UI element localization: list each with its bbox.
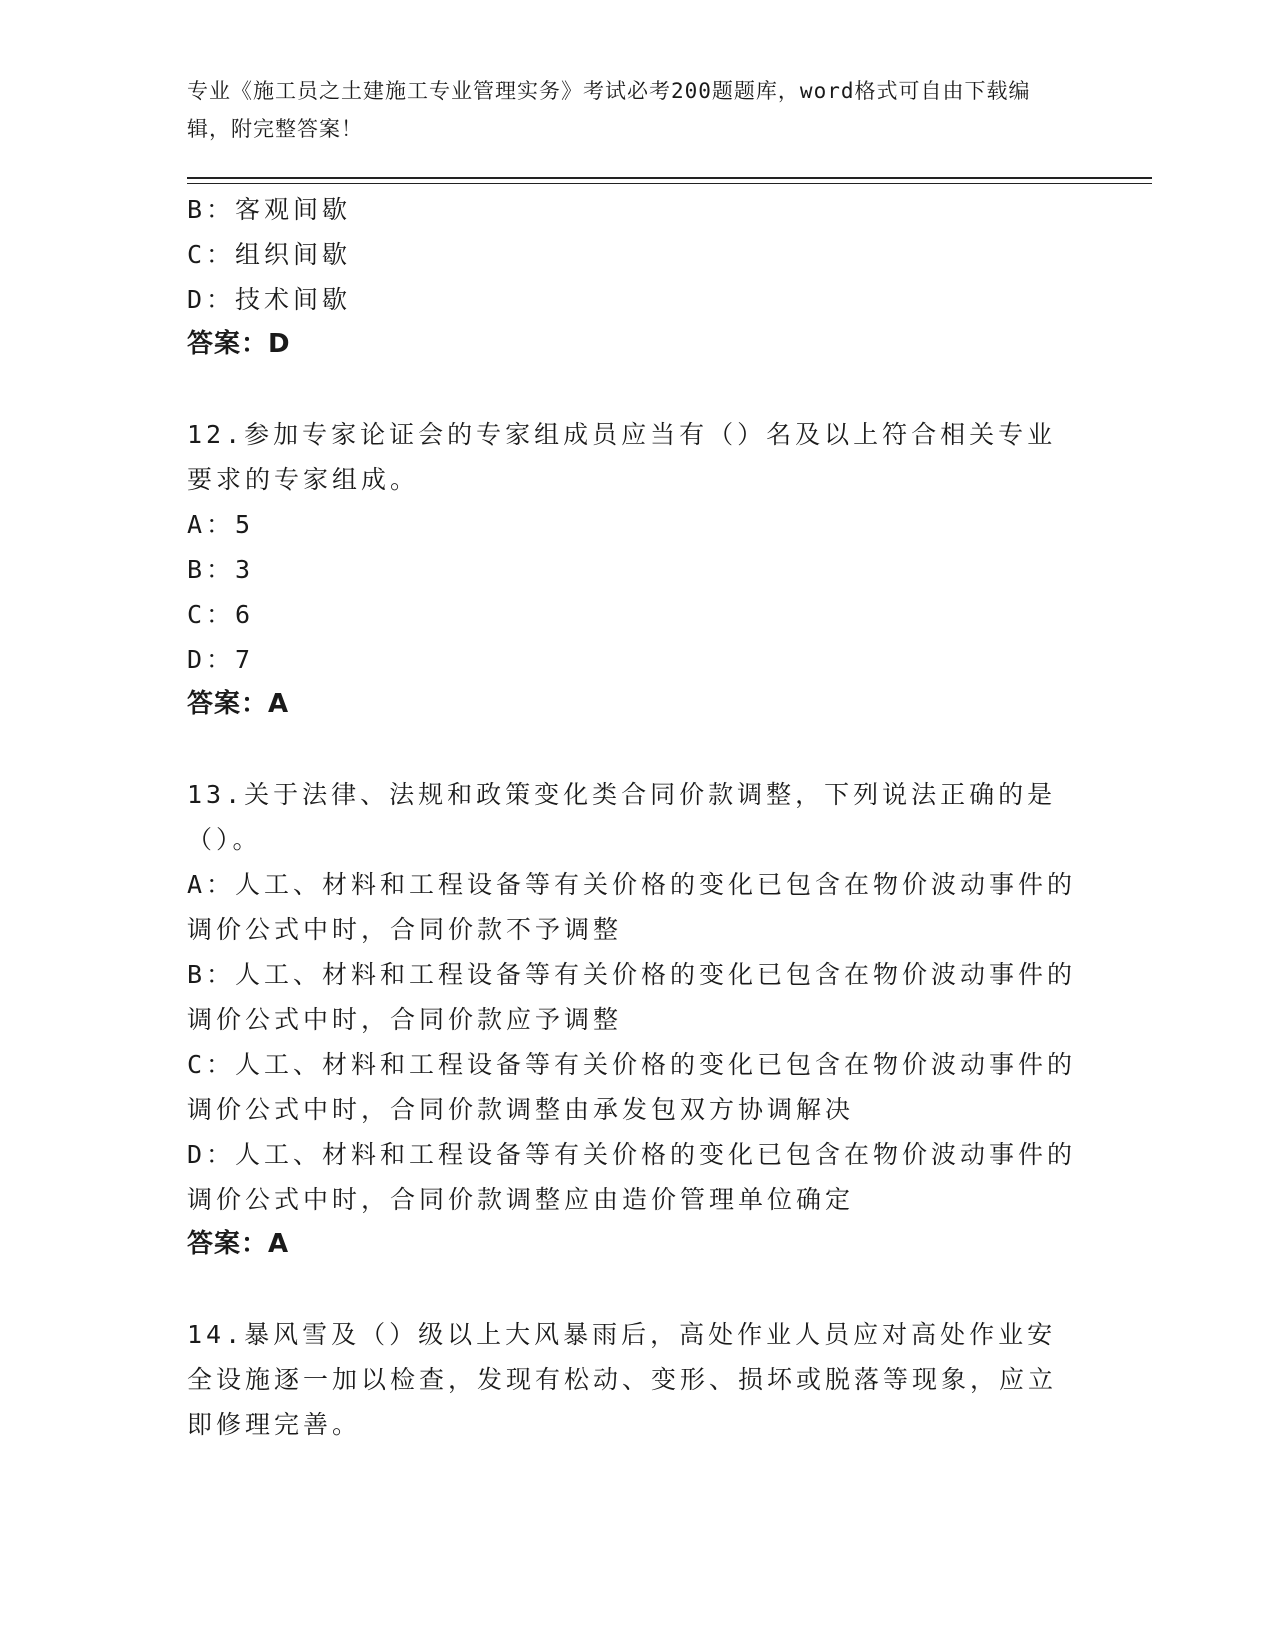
option-c: C：6 xyxy=(187,600,255,629)
question-14 xyxy=(187,1312,1077,1447)
option-a: A：5 xyxy=(187,510,255,539)
question-stem: 13.关于法律、法规和政策变化类合同价款调整，下列说法正确的是（）。 xyxy=(187,780,1057,854)
option-d: D：7 xyxy=(187,645,255,674)
option-c: C：组织间歇 xyxy=(187,240,352,269)
question-stem: 12.参加专家论证会的专家组成员应当有（）名及以上符合相关专业要求的专家组成。 xyxy=(187,420,1057,494)
option-d: D：人工、材料和工程设备等有关价格的变化已包含在物价波动事件的调价公式中时，合同价款调整应由造价管理单位确定 xyxy=(187,1140,1077,1214)
header-title: 专业《施工员之土建施工专业管理实务》考试必考200题题库，word格式可自由下载编辑，附完整答案！ xyxy=(187,79,1031,141)
page-header xyxy=(187,72,1067,148)
option-a: A：人工、材料和工程设备等有关价格的变化已包含在物价波动事件的调价公式中时，合同价款不予调整 xyxy=(187,870,1077,944)
option-c: C：人工、材料和工程设备等有关价格的变化已包含在物价波动事件的调价公式中时，合同价款调整由承发包双方协调解决 xyxy=(187,1050,1077,1124)
option-d: D：技术间歇 xyxy=(187,285,352,314)
header-rule-thin xyxy=(187,183,1152,184)
answer-line: 答案：D xyxy=(187,329,291,359)
question-13 xyxy=(187,772,1077,1267)
answer-line: 答案：A xyxy=(187,1229,290,1259)
option-b: B：人工、材料和工程设备等有关价格的变化已包含在物价波动事件的调价公式中时，合同价款应予调整 xyxy=(187,960,1077,1034)
header-rule-thick xyxy=(187,177,1152,179)
option-b: B：3 xyxy=(187,555,255,584)
question-11-tail xyxy=(187,187,1077,367)
option-b: B：客观间歇 xyxy=(187,195,352,224)
question-stem: 14.暴风雪及（）级以上大风暴雨后，高处作业人员应对高处作业安全设施逐一加以检查，发现有松动、变形、损坏或脱落等现象，应立即修理完善。 xyxy=(187,1320,1058,1439)
question-12 xyxy=(187,412,1077,727)
answer-line: 答案：A xyxy=(187,689,290,719)
question-content xyxy=(187,187,1077,1447)
